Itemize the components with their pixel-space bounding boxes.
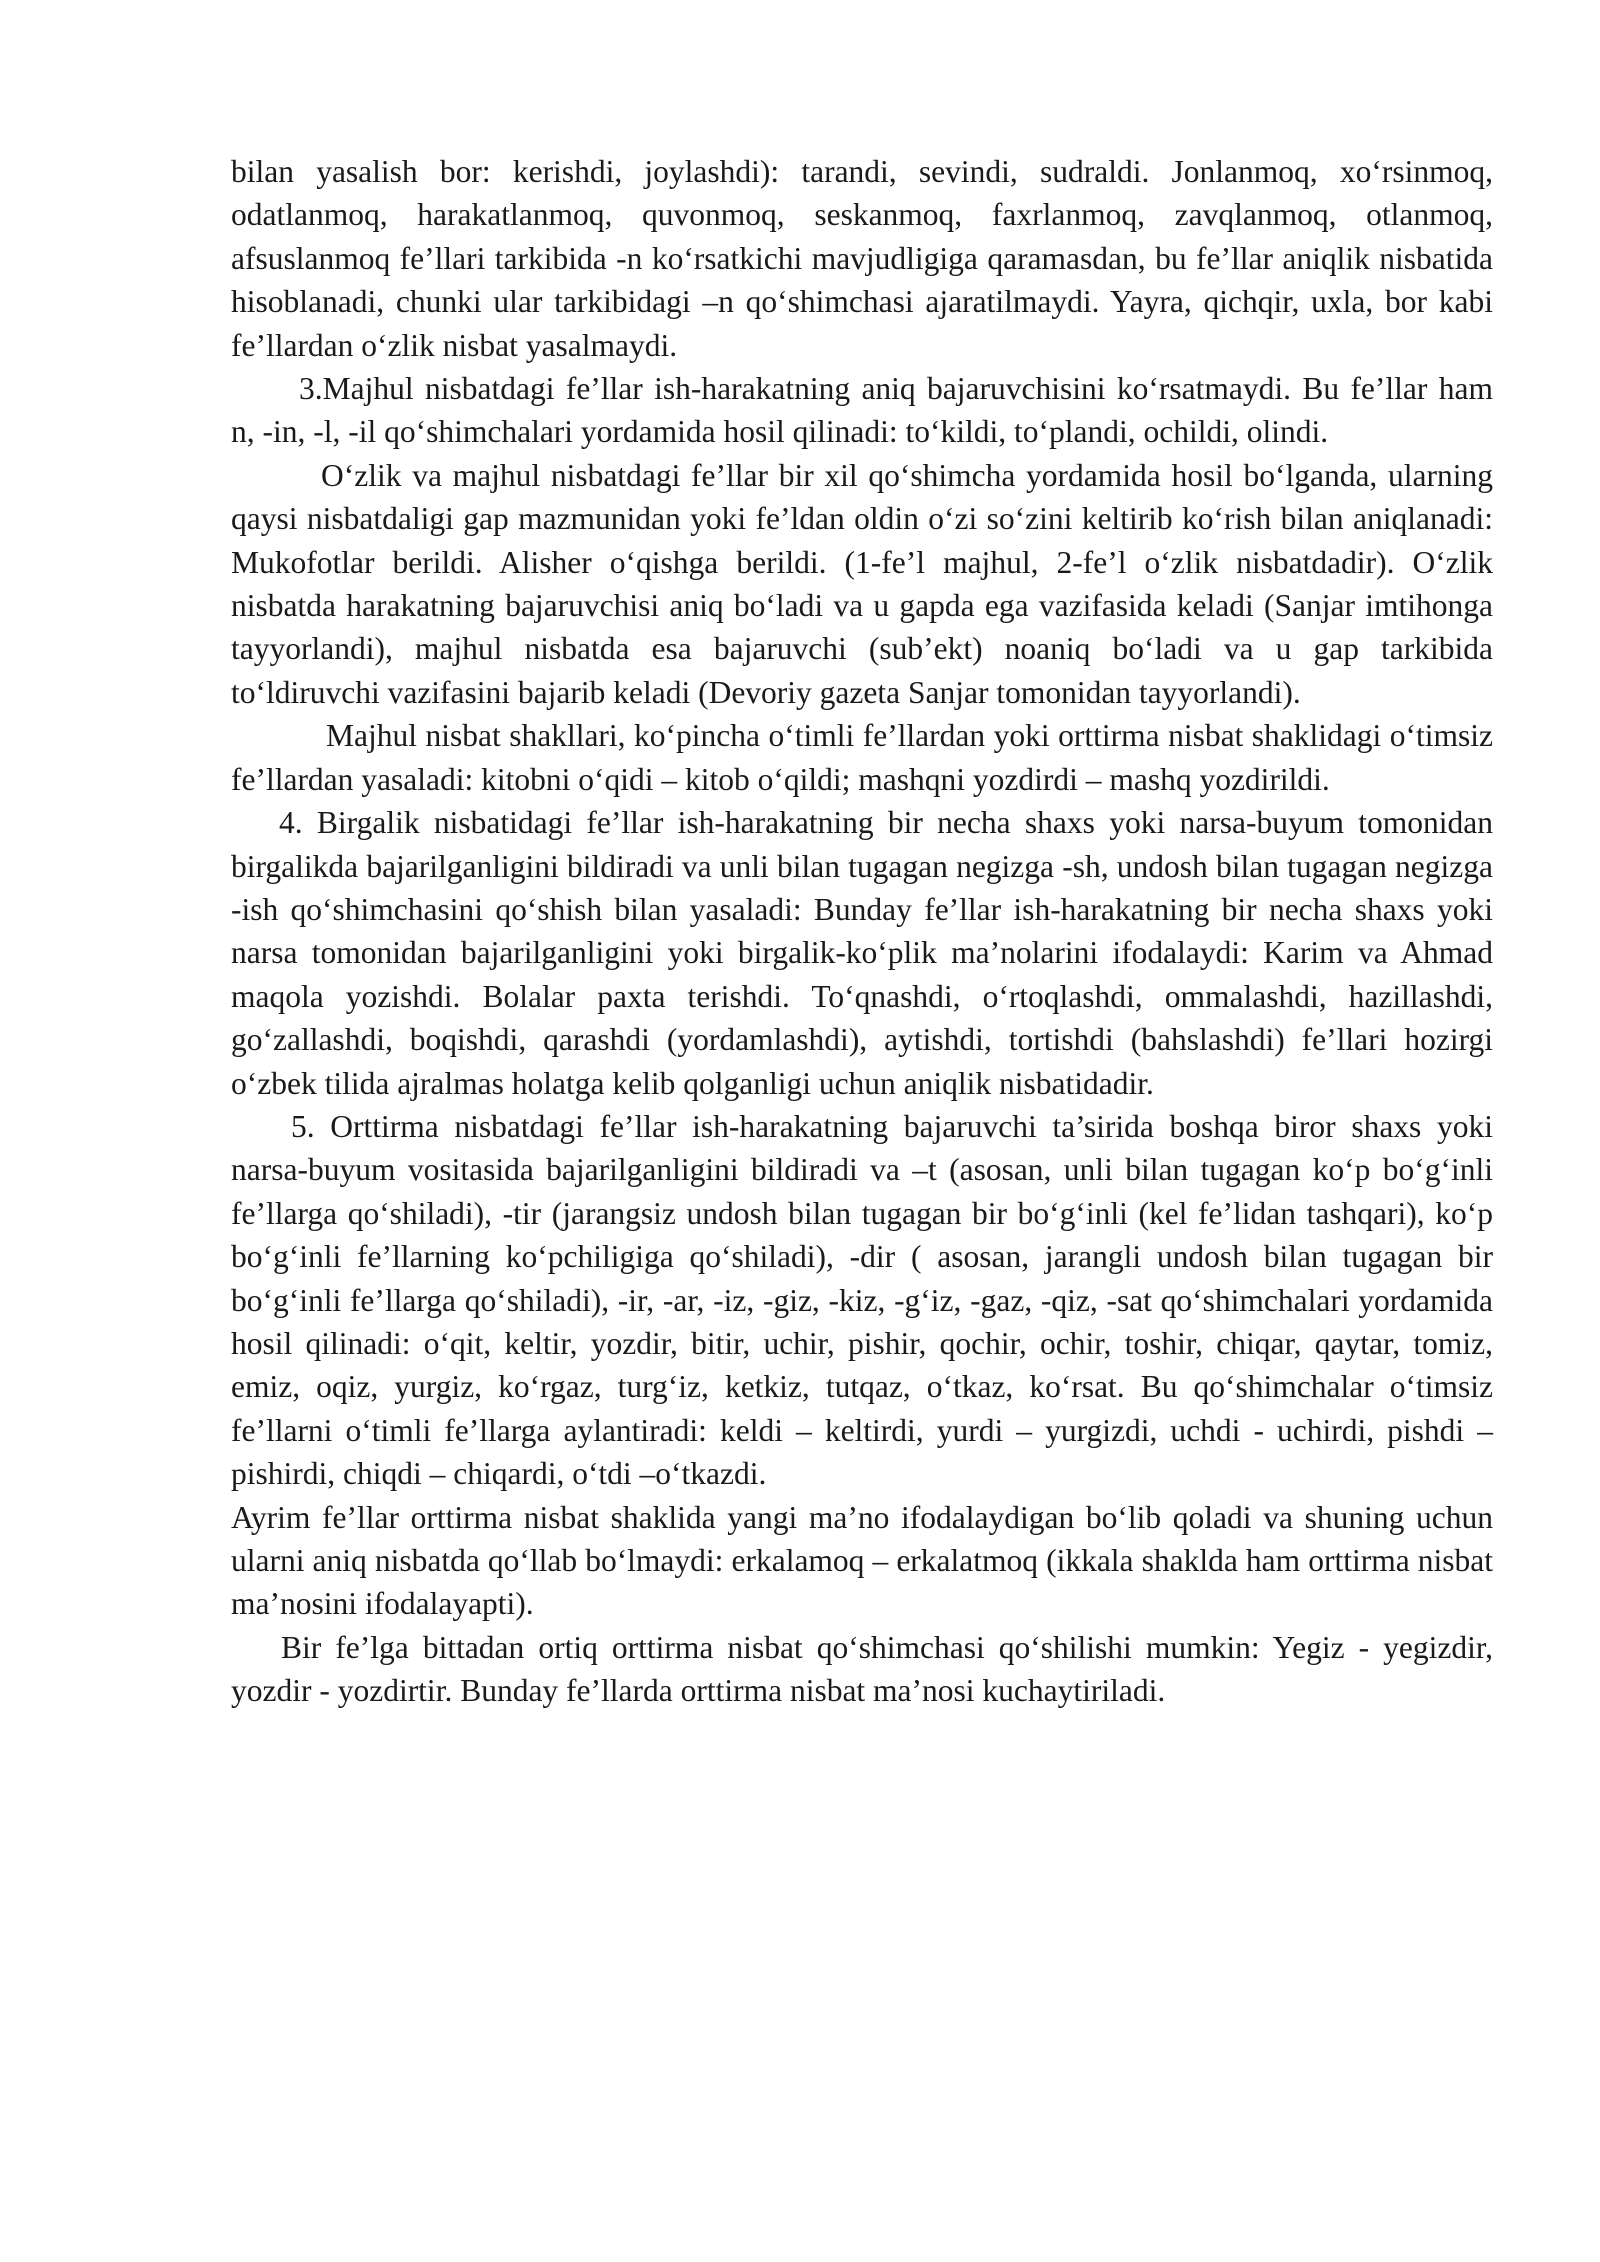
paragraph-causative-voice: 5. Orttirma nisbatdagi fe’llar ish-harakatning bajaruvchi ta’sirida boshqa biror shaxs yoki narsa-buyum vositasida bajarilganligini bildiradi va –t (asosan, unli bilan tugagan ko‘p bo‘g‘inli fe’llarga qo‘shiladi), -tir (jarangsiz undosh bilan tugagan bir bo‘g‘inli (kel fe’lidan tashqari), ko‘p bo‘g‘inli fe’llarning ko‘pchiligiga qo‘shiladi), -dir ( asosan, jarangli undosh bilan tugagan bir bo‘g‘inli fe’llarga qo‘shiladi), -ir, -ar, -iz, -giz, -kiz, -g‘iz, -gaz, -qiz, -sat qo‘shimchalari yordamida hosil qilinadi: o‘qit, keltir, yozdir, bitir, uchir, pishir, qochir, ochir, toshir, chiqar, qaytar, tomiz, emiz, oqiz, yurgiz, ko‘rgaz, turg‘iz, ketkiz, tutqaz, o‘tkaz, ko‘rsat. Bu qo‘shimchalar o‘timsiz fe’llarni o‘timli fe’llarga aylantiradi: keldi – keltirdi, yurdi – yurgizdi, uchdi - uchirdi, pishdi – pishirdi, chiqdi – chiqardi, o‘tdi –o‘tkazdi. <box>231 1108 1493 1492</box>
paragraph-cooperative-voice: 4. Birgalik nisbatidagi fe’llar ish-harakatning bir necha shaxs yoki narsa-buyum tomonidan birgalikda bajarilganligini bildiradi va unli bilan tugagan negizga -sh, undosh bilan tugagan negizga -ish qo‘shimchasini qo‘shish bilan yasaladi: Bunday fe’llar ish-harakatning bir necha shaxs yoki narsa tomonidan bajarilganligini yoki birgalik-ko‘plik ma’nolarini ifodalaydi: Karim va Ahmad maqola yozishdi. Bolalar paxta terishdi. To‘qnashdi, o‘rtoqlashdi, ommalashdi, hazillashdi, go‘zallashdi, boqishdi, qarashdi (yordamlashdi), aytishdi, tortishdi (bahslashdi) fe’llari hozirgi o‘zbek tilida ajralmas holatga kelib qolganligi uchun aniqlik nisbatidadir. <box>231 805 1493 1101</box>
paragraph-multiple-causative: Bir fe’lga bittadan ortiq orttirma nisbat qo‘shimchasi qo‘shilishi mumkin: Yegiz - yegizdir, yozdir - yozdirtir. Bunday fe’llarda orttirma nisbat ma’nosi kuchaytiriladi. <box>231 1629 1493 1709</box>
paragraph-causative-new-meaning: Ayrim fe’llar orttirma nisbat shaklida yangi ma’no ifodalaydigan bo‘lib qoladi va shuning uchun ularni aniq nisbatda qo‘llab bo‘lmaydi: erkalamoq – erkalatmoq (ikkala shaklda ham orttirma nisbat ma’nosini ifodalayapti). <box>231 1499 1493 1622</box>
paragraph-passive-forms: Majhul nisbat shakllari, ko‘pincha o‘timli fe’llardan yoki orttirma nisbat shaklidagi o‘timsiz fe’llardan yasaladi: kitobni o‘qidi – kitob o‘qildi; mashqni yozdirdi – mashq yozdirildi. <box>231 718 1493 797</box>
paragraph-passive-voice: 3.Majhul nisbatdagi fe’llar ish-harakatning aniq bajaruvchisini ko‘rsatmaydi. Bu fe’llar ham n, -in, -l, -il qo‘shimchalari yordamida hosil qilinadi: to‘kildi, to‘plandi, ochildi, olindi. <box>231 371 1493 450</box>
document-page <box>231 150 1493 1713</box>
paragraph-reflexive-vs-passive: O‘zlik va majhul nisbatdagi fe’llar bir xil qo‘shimcha yordamida hosil bo‘lganda, ularning qaysi nisbatdaligi gap mazmunidan yoki fe’ldan oldin o‘zi so‘zini keltirib ko‘rish bilan aniqlanadi: Mukofotlar berildi. Alisher o‘qishga berildi. (1-fe’l majhul, 2-fe’l o‘zlik nisbatdadir). O‘zlik nisbatda harakatning bajaruvchisi aniq bo‘ladi va u gapda ega vazifasida keladi (Sanjar imtihonga tayyorlandi), majhul nisbatda esa bajaruvchi (sub’ekt) noaniq bo‘ladi va u gap tarkibida to‘ldiruvchi vazifasini bajarib keladi (Devoriy gazeta Sanjar tomonidan tayyorlandi). <box>231 457 1493 710</box>
paragraph-continuation: bilan yasalish bor: kerishdi, joylashdi): tarandi, sevindi, sudraldi. Jonlanmoq, xo‘rsinmoq, odatlanmoq, harakatlanmoq, quvonmoq, seskanmoq, faxrlanmoq, zavqlanmoq, otlanmoq, afsuslanmoq fe’llari tarkibida -n ko‘rsatkichi mavjudligiga qaramasdan, bu fe’llar aniqlik nisbatida hisoblanadi, chunki ular tarkibidagi –n qo‘shimchasi ajaratilmaydi. Yayra, qichqir, uxla, bor kabi fe’llardan o‘zlik nisbat yasalmaydi. <box>231 154 1493 363</box>
